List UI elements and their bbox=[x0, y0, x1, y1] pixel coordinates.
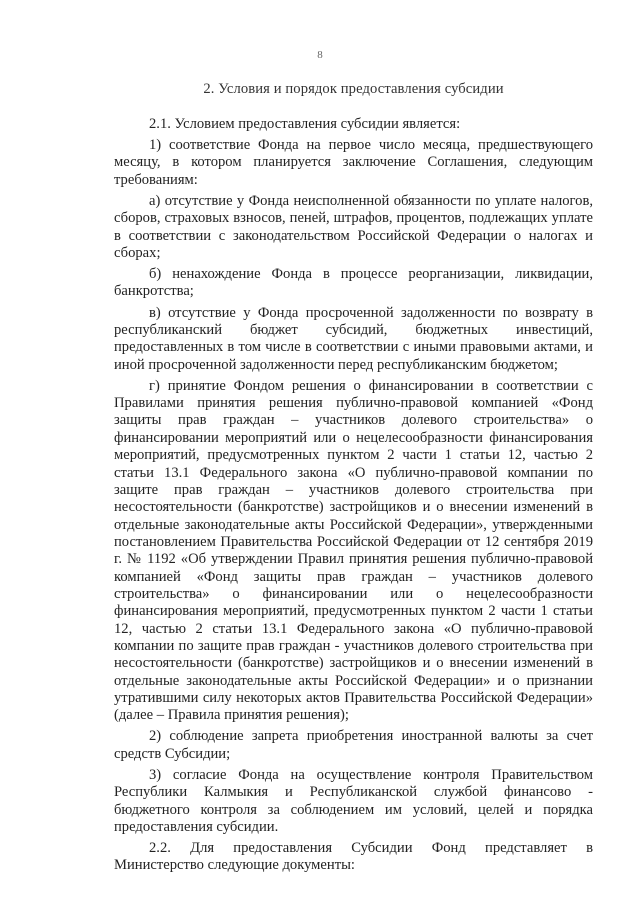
paragraph-2-2: 2.2. Для предоставления Субсидии Фонд представляет в Министерство следующие документы: bbox=[114, 840, 593, 874]
paragraph-2-1: 2.1. Условием предоставления субсидии является: bbox=[149, 116, 461, 132]
paragraph-item-b: б) ненахождение Фонда в процессе реорганизации, ликвидации, банкротства; bbox=[114, 266, 593, 300]
paragraph-item-1: 1) соответствие Фонда на первое число месяца, предшествующего месяцу, в котором планируется заключение Соглашения, следующим требованиям: bbox=[114, 137, 593, 188]
paragraph-item-g: г) принятие Фондом решения о финансировании в соответствии с Правилами принятия решения публично-правовой компанией «Фонд защиты прав граждан – участников долевого строительства» о финансировании мероприятий или о нецелесообразности финансирования мероприятий, предусмотренных пунктом 2 части 1 статьи 12, частью 2 статьи 13.1 Федерального закона «О публично-правовой компании по защите прав граждан – участников долевого строительства при несостоятельности (банкротстве) застройщиков и о внесении изменений в отдельные законодательные акты Российской Федерации», утвержденными постановлением Правительства Российской Федерации от 12 сентября 2019 г. № 1192 «Об утверждении Правил принятия решения публично-правовой компанией «Фонд защиты прав граждан – участников долевого строительства» о финансировании или о нецелесообразности финансирования мероприятий, предусмотренных пунктом 2 части 1 статьи 12, частью 2 статьи 13.1 Федерального закона «О публично-правовой компании по защите прав граждан - участников долевого строительства при несостоятельности (банкротстве) застройщиков и о внесении изменений в отдельные законодательные акты Российской Федерации» и о признании утратившими силу некоторых актов Правительства Российской Федерации» (далее – Правила принятия решения); bbox=[114, 377, 593, 724]
section-title: 2. Условия и порядок предоставления субсидии bbox=[203, 81, 504, 97]
paragraph-item-v: в) отсутствие у Фонда просроченной задолженности по возврату в республиканский бюджет субсидий, бюджетных инвестиций, предоставленных в том числе в соответствии с иными правовыми актами, и иной просроченной задолженности перед республиканским бюджетом; bbox=[114, 304, 593, 373]
paragraph-item-2: 2) соблюдение запрета приобретения иностранной валюты за счет средств Субсидии; bbox=[114, 728, 593, 762]
paragraph-item-a: а) отсутствие у Фонда неисполненной обязанности по уплате налогов, сборов, страховых взносов, пеней, штрафов, процентов, подлежащих уплате в соответствии с законодательством Российской Федерации о налогах и сборах; bbox=[114, 192, 593, 261]
paragraph-item-3: 3) согласие Фонда на осуществление контроля Правительством Республики Калмыкия и Республиканской службой финансово - бюджетного контроля за соблюдением им условий, целей и порядка предоставления субсидии. bbox=[114, 766, 593, 835]
page-number: 8 bbox=[317, 49, 323, 61]
